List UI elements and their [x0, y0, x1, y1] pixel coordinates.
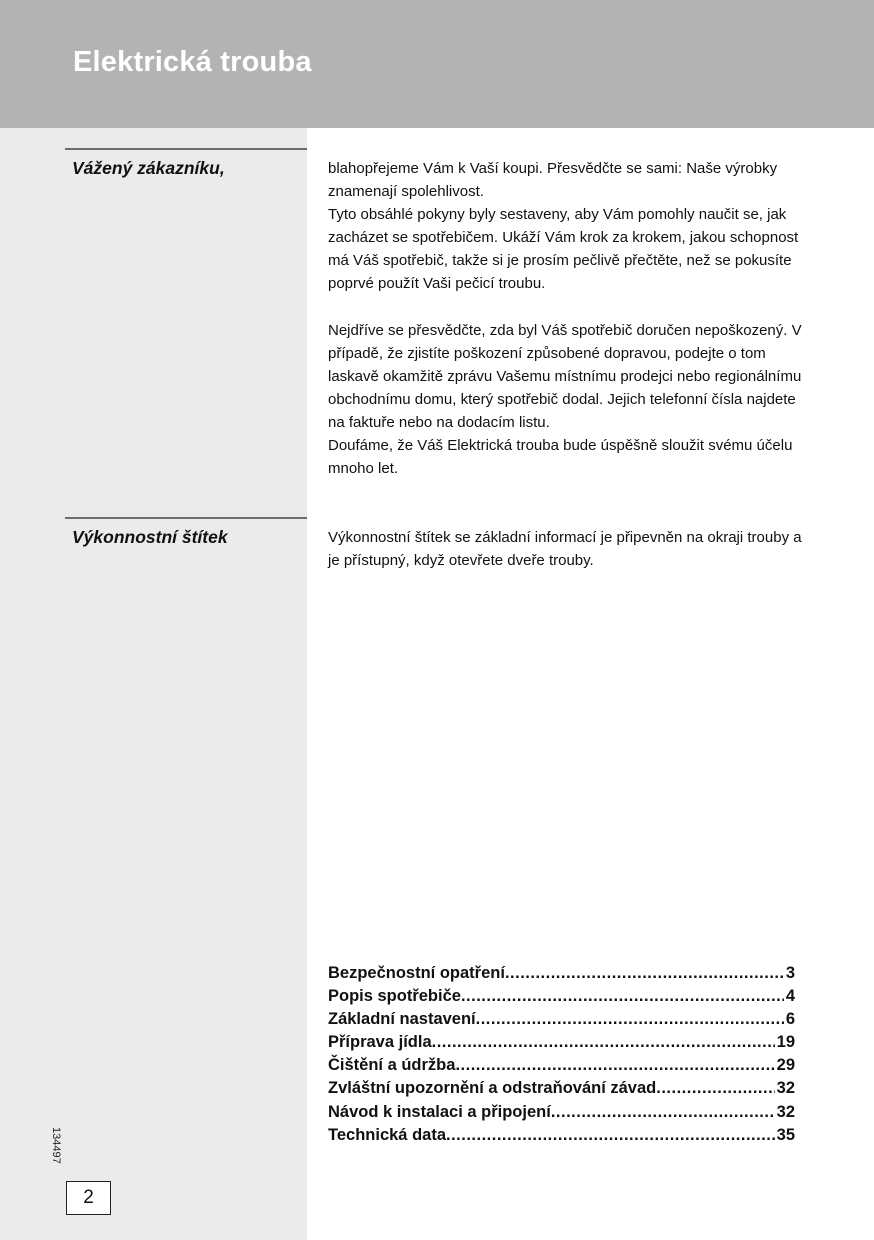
toc-item[interactable] [328, 1031, 795, 1054]
toc-label: Příprava jídla [328, 1033, 432, 1052]
toc-leader [461, 985, 784, 1008]
rating-plate-text [328, 526, 808, 572]
toc-label: Zvláštní upozornění a odstraňování závad [328, 1079, 657, 1098]
toc-leader [455, 1054, 774, 1077]
section-divider [65, 517, 307, 519]
toc-label: Čištění a údržba [328, 1056, 456, 1075]
toc-page: 4 [785, 987, 795, 1006]
toc-leader [656, 1077, 774, 1100]
toc-leader [505, 962, 784, 985]
page-title: Elektrická trouba [73, 46, 312, 78]
greeting-text [328, 157, 808, 480]
toc-label: Základní nastavení [328, 1010, 476, 1029]
paragraph: Tyto obsáhlé pokyny byly sestaveny, aby Vám pomohly naučit se, jak zacházet se spotřebičem. Ukáží Vám krok za krokem, jakou schopnost má Váš spotřebič, takže si je prosím pečlivě přečtěte, než se pokusíte poprvé použít Vaši pečicí troubu. [328, 206, 799, 293]
left-column [0, 128, 307, 1240]
section-divider [65, 148, 307, 150]
paragraph: Doufáme, že Váš Elektrická trouba bude úspěšně sloužit svému účelu mnoho let. [328, 437, 793, 478]
header-band [0, 0, 874, 128]
toc-page: 6 [785, 1010, 795, 1029]
toc-label: Technická data [328, 1125, 446, 1144]
greeting-heading: Vážený zákazníku, [72, 158, 225, 178]
table-of-contents [328, 962, 795, 1147]
paragraph: Nejdříve se přesvědčte, zda byl Váš spotřebič doručen nepoškozený. V případě, že zjistíte poškození způsobené dopravou, podejte o tom laskavě okamžitě zprávu Vašemu místnímu prodejci nebo regionálnímu obchodnímu domu, který spotřebič dodal. Jejich telefonní čísla najdete na faktuře nebo na dodacím listu. [328, 321, 802, 431]
toc-leader [551, 1101, 775, 1124]
toc-page: 29 [776, 1056, 795, 1075]
toc-item[interactable] [328, 985, 795, 1008]
document-code: 134497 [50, 1127, 62, 1164]
toc-leader [432, 1031, 775, 1054]
toc-item[interactable] [328, 1008, 795, 1031]
toc-label: Popis spotřebiče [328, 987, 461, 1006]
toc-item[interactable] [328, 1054, 795, 1077]
paragraph: blahopřejeme Vám k Vaší koupi. Přesvědčte se sami: Naše výrobky znamenají spolehlivost. [328, 160, 778, 201]
toc-page: 32 [776, 1079, 795, 1098]
paragraph: Výkonnostní štítek se základní informací je připevněn na okraji trouby a je přístupný, když otevřete dveře trouby. [328, 529, 802, 570]
toc-leader [446, 1124, 775, 1147]
toc-item[interactable] [328, 1077, 795, 1100]
toc-label: Bezpečnostní opatření [328, 964, 505, 982]
toc-page: 32 [776, 1102, 795, 1121]
toc-item[interactable] [328, 1124, 795, 1147]
toc-label: Návod k instalaci a připojení [328, 1102, 551, 1121]
toc-item[interactable] [328, 1101, 795, 1124]
rating-plate-heading: Výkonnostní štítek [72, 527, 228, 547]
toc-page: 35 [776, 1125, 795, 1144]
toc-page: 3 [785, 964, 795, 982]
toc-item[interactable] [328, 962, 795, 985]
toc-leader [476, 1008, 784, 1031]
page-number: 2 [66, 1181, 111, 1215]
toc-page: 19 [776, 1033, 795, 1052]
